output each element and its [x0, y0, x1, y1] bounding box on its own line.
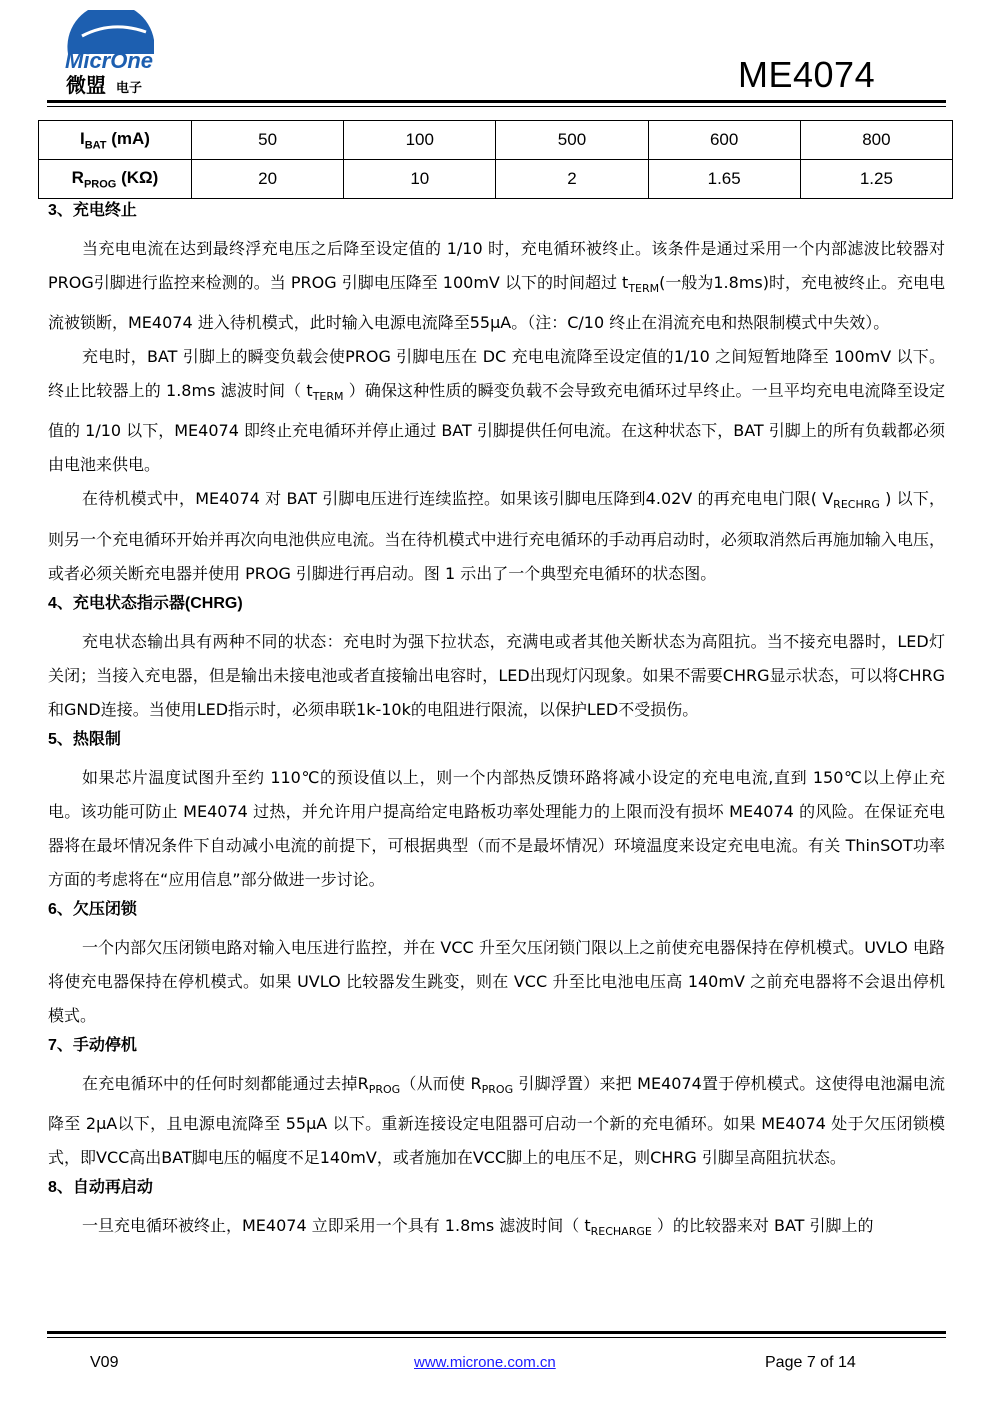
- table-cell: 1.25: [800, 160, 952, 199]
- table-cell: 1.65: [648, 160, 800, 199]
- table-cell: 100: [344, 121, 496, 160]
- table-cell: 20: [192, 160, 344, 199]
- footer-version: V09: [90, 1354, 119, 1371]
- section-heading-uvlo: 6、欠压闭锁: [48, 900, 137, 918]
- footer-rule-thin: [47, 1337, 946, 1338]
- paragraph: 当充电电流在达到最终浮充电压之后降至设定值的 1/10 时，充电循环被终止。该条件是通过采用一个内部滤波比较器对 PROG引脚进行监控来检测的。当 PROG 引脚电压降至 100mV 以下的时间超过 $t_{TERM}$(一般为1.8ms)时，充电被终止。充电电流被锁断，ME4074 进入待机模式，此时输入电源电流降至55μA。（注：C/10 终止在涓流充电和热限制模式中失效）。: [48, 239, 945, 333]
- document-title: ME4074: [738, 54, 876, 95]
- section-heading-status-indicator: 4、充电状态指示器(CHRG): [48, 594, 243, 612]
- paragraph: 一旦充电循环被终止，ME4074 立即采用一个具有 1.8ms 滤波时间（ $t_{RECHARGE}$ ）的比较器来对 BAT 引脚上的: [82, 1215, 874, 1238]
- logo-cn-small: 电子: [116, 81, 143, 96]
- header-rule-thick: [47, 100, 946, 103]
- table-cell: 800: [800, 121, 952, 160]
- prog-current-table: [38, 120, 953, 199]
- table-cell: 600: [648, 121, 800, 160]
- company-logo: [62, 10, 162, 98]
- paragraph: 充电时，BAT 引脚上的瞬变负载会使PROG 引脚电压在 DC 充电电流降至设定值的1/10 之间短暂地降至 100mV 以下。终止比较器上的 1.8ms 滤波时间（ $t_{TERM}$ ）确保这种性质的瞬变负载不会导致充电循环过早终止。一旦平均充电电流降至设定值的 1/10 以下，ME4074 即终止充电循环并停止通过 BAT 引脚提供任何电流。在这种状态下，BAT 引脚上的所有负载都必须由电池来供电。: [48, 347, 945, 475]
- paragraph: 在充电循环中的任何时刻都能通过去掉$R_{PROG}$（从而使 $R_{PROG}$ 引脚浮置）来把 ME4074置于停机模式。这使得电池漏电流降至 2μA以下，且电源电流降至 55μA 以下。重新连接设定电阻器可启动一个新的充电循环。如果 ME4074 处于欠压闭锁模式，即VCC高出BAT脚电压的幅度不足140mV，或者施加在VCC脚上的电压不足，则CHRG 引脚呈高阻抗状态。: [48, 1073, 945, 1167]
- section-heading-manual-shutdown: 7、手动停机: [48, 1036, 137, 1054]
- section-heading-thermal-limit: 5、热限制: [48, 730, 121, 748]
- table-cell: 50: [192, 121, 344, 160]
- footer-rule-thick: [47, 1331, 946, 1334]
- logo-globe-icon: [62, 10, 162, 98]
- paragraph: 在待机模式中，ME4074 对 BAT 引脚电压进行连续监控。如果该引脚电压降到4.02V 的再充电电门限( $V_{RECHRG}$ ) 以下，则另一个充电循环开始并再次向电池供应电流。当在待机模式中进行充电循环的手动再启动时，必须取消然后再施加输入电压，或者必须关断充电器并使用 PROG 引脚进行再启动。图 1 示出了一个典型充电循环的状态图。: [48, 489, 945, 583]
- table-row: [39, 121, 953, 160]
- paragraph: 如果芯片温度试图升至约 110℃的预设值以上，则一个内部热反馈环路将减小设定的充电电流,直到 150℃以上停止充电。该功能可防止 ME4074 过热，并允许用户提高给定电路板功率处理能力的上限而没有损坏 ME4074 的风险。在保证充电器将在最坏情况条件下自动减小电流的前提下，可根据典型（而不是最坏情况）环境温度来设定充电电流。有关 ThinSOT功率方面的考虑将在“应用信息”部分做进一步讨论。: [48, 767, 945, 889]
- row-header-ibat: $I_{BAT}$ (mA): [39, 121, 192, 160]
- table-cell: 2: [496, 160, 648, 199]
- footer-website-link[interactable]: www.microne.com.cn: [414, 1354, 556, 1371]
- body-content: [48, 198, 945, 1249]
- table-row: [39, 160, 953, 199]
- table-cell: 500: [496, 121, 648, 160]
- logo-text: MicrOne: [65, 48, 154, 73]
- section-heading-auto-restart: 8、自动再启动: [48, 1178, 153, 1196]
- footer-page-number: Page 7 of 14: [765, 1354, 856, 1371]
- logo-cn: 微盟: [66, 73, 106, 97]
- table-cell: 10: [344, 160, 496, 199]
- paragraph: 充电状态输出具有两种不同的状态：充电时为强下拉状态，充满电或者其他关断状态为高阻抗。当不接充电器时，LED灯关闭；当接入充电器，但是输出未接电池或者直接输出电容时，LED出现灯闪现象。如果不需要CHRG显示状态，可以将CHRG和GND连接。当使用LED指示时，必须串联1k-10k的电阻进行限流，以保护LED不受损伤。: [48, 631, 945, 719]
- section-heading-charge-termination: 3、充电终止: [48, 202, 137, 219]
- header-rule-thin: [47, 106, 946, 107]
- paragraph: 一个内部欠压闭锁电路对输入电压进行监控，并在 VCC 升至欠压闭锁门限以上之前使充电器保持在停机模式。UVLO 电路将使充电器保持在停机模式。如果 UVLO 比较器发生跳变，则在 VCC 升至比电池电压高 140mV 之前充电器将不会退出停机模式。: [48, 937, 945, 1025]
- row-header-rprog: $R_{PROG}$ (KΩ): [39, 160, 192, 199]
- footer-link-wrap: [414, 1354, 556, 1372]
